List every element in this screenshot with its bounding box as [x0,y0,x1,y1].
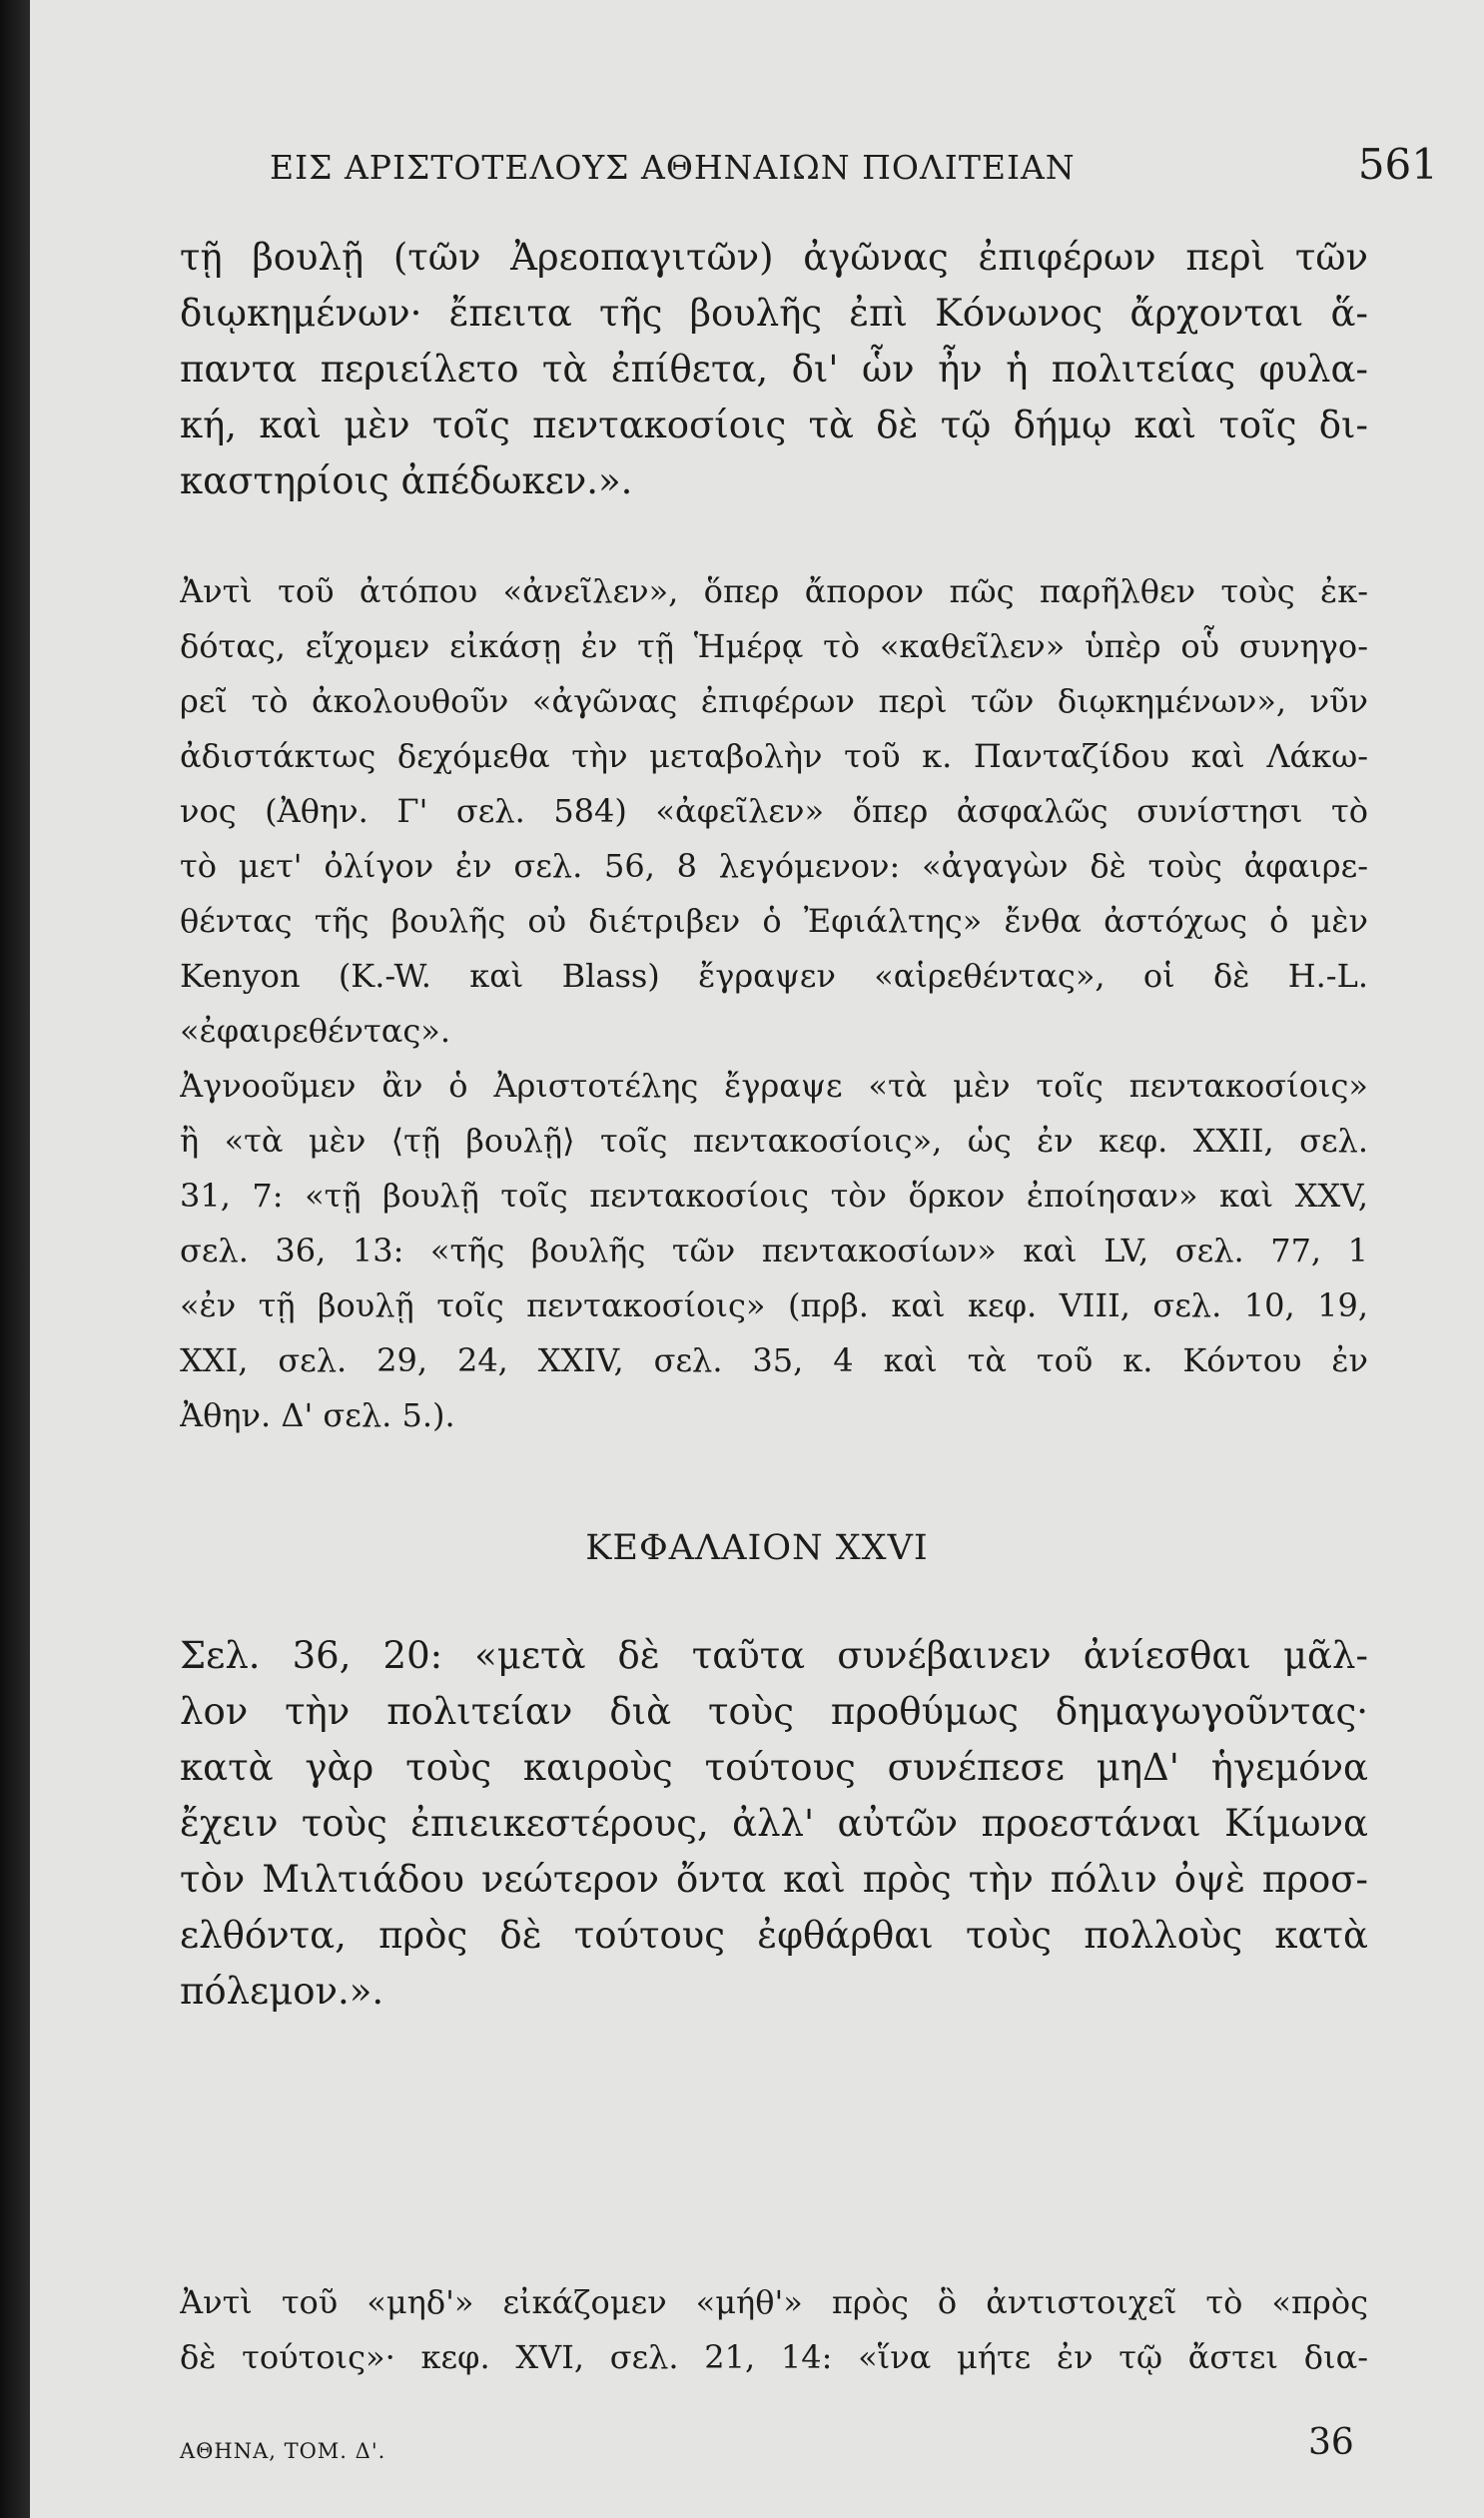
text-line: Ἀντὶ τοῦ «μηδ'» εἰκάζομεν «μήθ'» πρὸς ὃ ἀντιστοιχεῖ τὸ «πρὸς [180,2283,1368,2321]
text-line: δὲ τούτοις»· κεφ. XVI, σελ. 21, 14: «ἵνα μήτε ἐν τῷ ἄστει δια- [180,2338,1368,2376]
printer-signature: ΑΘΗΝΑ, ΤΟΜ. Δ'. [180,2439,386,2463]
text-line: τὸ μετ' ὀλίγον ἐν σελ. 56, 8 λεγόμενον: «ἀγαγὼν δὲ τοὺς ἀφαιρε- [180,847,1368,885]
text-line: ελθόντα, πρὸς δὲ τούτους ἐφθάρθαι τοὺς πολλοὺς κατὰ [180,1914,1368,1957]
text-line: τῇ βουλῇ (τῶν Ἀρεοπαγιτῶν) ἀγῶνας ἐπιφέρων περὶ τῶν [180,236,1368,279]
quote-paragraph-2 [180,1628,1368,2020]
text-line: 31, 7: «τῇ βουλῇ τοῖς πεντακοσίοις τὸν ὅρκον ἐποίησαν» καὶ XXV, [180,1177,1368,1215]
text-line: διῳκημένων· ἔπειτα τῆς βουλῆς ἐπὶ Κόνωνος ἄρχονται ἅ- [180,292,1368,335]
text-line: ἀδιστάκτως δεχόμεθα τὴν μεταβολὴν τοῦ κ. Πανταζίδου καὶ Λάκω- [180,737,1368,775]
book-page [30,0,1484,2518]
note-paragraph-1 [180,564,1368,1059]
running-head: ΕΙΣ ΑΡΙΣΤΟΤΕΛΟΥΣ ΑΘΗΝΑΙΩΝ ΠΟΛΙΤΕΙΑΝ [270,148,1076,187]
page-number: 561 [1357,140,1438,189]
text-line: ἢ «τὰ μὲν ⟨τῇ βουλῇ⟩ τοῖς πεντακοσίοις», ὡς ἐν κεφ. XXII, σελ. [180,1122,1368,1160]
text-line: δότας, εἴχομεν εἰκάσῃ ἐν τῇ Ἡμέρᾳ τὸ «καθεῖλεν» ὑπὲρ οὗ συνηγο- [180,627,1368,665]
text-line: σελ. 36, 13: «τῆς βουλῆς τῶν πεντακοσίων» καὶ LV, σελ. 77, 1 [180,1232,1368,1269]
text-line: Ἀντὶ τοῦ ἀτόπου «ἀνεῖλεν», ὅπερ ἄπορον πῶς παρῆλθεν τοὺς ἐκ- [180,572,1368,610]
chapter-heading: ΚΕΦΑΛΑΙΟΝ XXVI [585,1528,929,1568]
text-line: Σελ. 36, 20: «μετὰ δὲ ταῦτα συνέβαινεν ἀνίεσθαι μᾶλ- [180,1634,1368,1677]
text-line: κή, καὶ μὲν τοῖς πεντακοσίοις τὰ δὲ τῷ δήμῳ καὶ τοῖς δι- [180,404,1368,446]
text-line: Ἀγνοοῦμεν ἂν ὁ Ἀριστοτέλης ἔγραψε «τὰ μὲν τοῖς πεντακοσίοις» [180,1067,1368,1105]
signature-number: 36 [1308,2422,1354,2463]
text-line: πόλεμον.». [180,1970,384,2013]
text-line: XXI, σελ. 29, 24, XXIV, σελ. 35, 4 καὶ τὰ τοῦ κ. Κόντου ἐν [180,1341,1368,1379]
quote-paragraph-1 [180,230,1368,509]
text-line: τὸν Μιλτιάδου νεώτερον ὄντα καὶ πρὸς τὴν πόλιν ὀψὲ προσ- [180,1858,1368,1901]
text-line: Kenyon (K.-W. καὶ Blass) ἔγραψεν «αἱρεθέντας», οἱ δὲ H.-L. [180,957,1368,995]
text-line: θέντας τῆς βουλῆς οὐ διέτριβεν ὁ Ἐφιάλτης» ἔνθα ἀστόχως ὁ μὲν [180,902,1368,940]
text-line: «ἐφαιρεθέντας». [180,1012,450,1050]
text-line: ρεῖ τὸ ἀκολουθοῦν «ἀγῶνας ἐπιφέρων περὶ τῶν διῳκημένων», νῦν [180,682,1368,720]
note-paragraph-2-block [180,1059,1368,1443]
text-line: Ἀθην. Δ' σελ. 5.). [180,1396,455,1434]
text-line: καστηρίοις ἀπέδωκεν.». [180,459,633,502]
text-line: «ἐν τῇ βουλῇ τοῖς πεντακοσίοις» (πρβ. καὶ κεφ. VIII, σελ. 10, 19, [180,1286,1368,1324]
text-line: παντα περιείλετο τὰ ἐπίθετα, δι' ὧν ἦν ἡ πολιτείας φυλα- [180,348,1368,391]
text-line: κατὰ γὰρ τοὺς καιροὺς τούτους συνέπεσε μηΔ' ἡγεμόνα [180,1746,1368,1789]
text-line: ἔχειν τοὺς ἐπιεικεστέρους, ἀλλ' αὐτῶν προεστάναι Κίμωνα [180,1802,1368,1845]
text-line: νος (Ἀθην. Γ' σελ. 584) «ἀφεῖλεν» ὅπερ ἀσφαλῶς συνίστησι τὸ [180,792,1368,830]
page-edge-shadow [0,0,30,2518]
page-header [130,140,1438,200]
text-line: λον τὴν πολιτείαν διὰ τοὺς προθύμως δημαγωγοῦντας· [180,1690,1368,1733]
note-paragraph-3 [180,2275,1368,2385]
